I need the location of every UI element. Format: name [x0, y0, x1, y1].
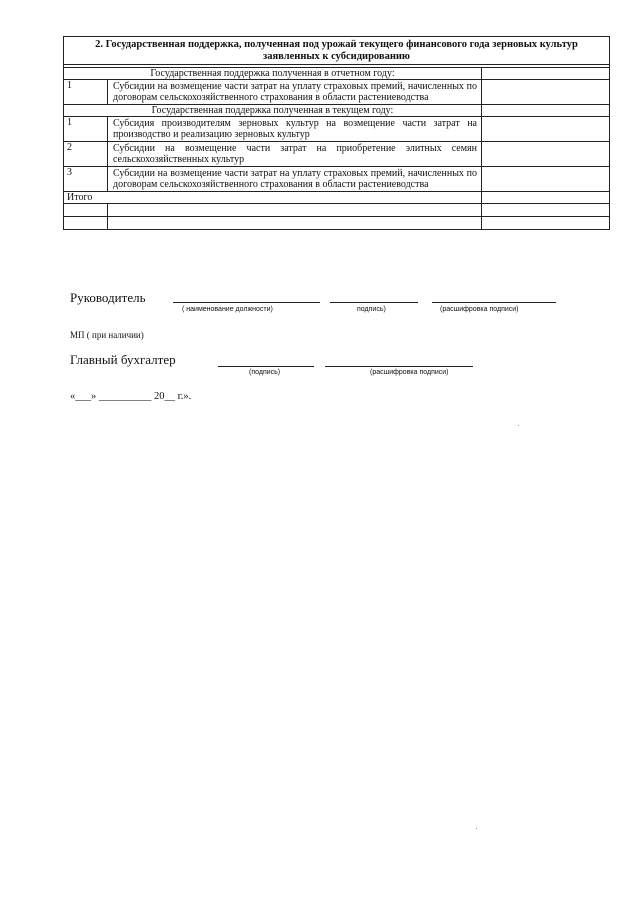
table-row: [64, 117, 610, 142]
row-value-cell[interactable]: [482, 80, 610, 105]
head-label: Руководитель: [70, 290, 146, 305]
blank-cell[interactable]: [482, 204, 610, 217]
blank-cell[interactable]: [64, 217, 108, 230]
table-row: [64, 80, 610, 105]
blank-cell[interactable]: [108, 217, 482, 230]
table-row: [64, 142, 610, 167]
accountant-label: Главный бухгалтер: [70, 352, 176, 367]
head-position-line[interactable]: [173, 302, 320, 303]
accountant-decoding-caption: (расшифровка подписи): [370, 369, 449, 376]
section-reporting-year: Государственная поддержка полученная в отчетном году:: [64, 68, 482, 80]
row-value-cell[interactable]: [482, 117, 610, 142]
row-value-cell[interactable]: [482, 142, 610, 167]
total-label: Итого: [64, 192, 482, 204]
row-description: Субсидии на возмещение части затрат на приобретение элитных семян сельскохозяйственных культур: [108, 142, 482, 167]
row-number: 3: [64, 167, 108, 192]
scan-speck: [518, 425, 519, 426]
row-number: 2: [64, 142, 108, 167]
accountant-signature-line[interactable]: [218, 366, 314, 367]
head-signature-line[interactable]: [330, 302, 418, 303]
row-description: Субсидии на возмещение части затрат на уплату страховых премий, начисленных по договорам сельскохозяйственного страхования в области растениеводства: [108, 80, 482, 105]
blank-cell[interactable]: [482, 217, 610, 230]
subsidy-table: [63, 36, 610, 230]
blank-cell[interactable]: [108, 204, 482, 217]
table-row: [64, 217, 610, 230]
row-value-cell[interactable]: [482, 167, 610, 192]
head-position-caption: ( наименование должности): [182, 306, 273, 313]
section-reporting-year-value: [482, 68, 610, 80]
row-number: 1: [64, 117, 108, 142]
section-current-year-value: [482, 105, 610, 117]
head-decoding-line[interactable]: [432, 302, 556, 303]
stamp-note: МП ( при наличии): [70, 330, 144, 340]
accountant-signature-caption: (подпись): [249, 369, 281, 376]
total-value-cell[interactable]: [482, 192, 610, 204]
section-current-year: Государственная поддержка полученная в текущем году:: [64, 105, 482, 117]
head-decoding-caption: (расшифровка подписи): [440, 306, 519, 313]
date-line[interactable]: «___» __________ 20__ г.».: [70, 391, 192, 402]
accountant-decoding-line[interactable]: [325, 366, 473, 367]
head-signature-caption: подпись): [357, 306, 386, 313]
table-row: [64, 167, 610, 192]
row-description: Субсидии на возмещение части затрат на уплату страховых премий, начисленных по договорам сельскохозяйственного страхования в области растениеводства: [108, 167, 482, 192]
row-number: 1: [64, 80, 108, 105]
table-row: [64, 204, 610, 217]
scan-speck: [476, 828, 477, 829]
blank-cell[interactable]: [64, 204, 108, 217]
row-description: Субсидия производителям зерновых культур на возмещение части затрат на производство и реализацию зерновых культур: [108, 117, 482, 142]
table-title: 2. Государственная поддержка, полученная под урожай текущего финансового года зерновых культур заявленных к субсидированию: [64, 37, 610, 65]
